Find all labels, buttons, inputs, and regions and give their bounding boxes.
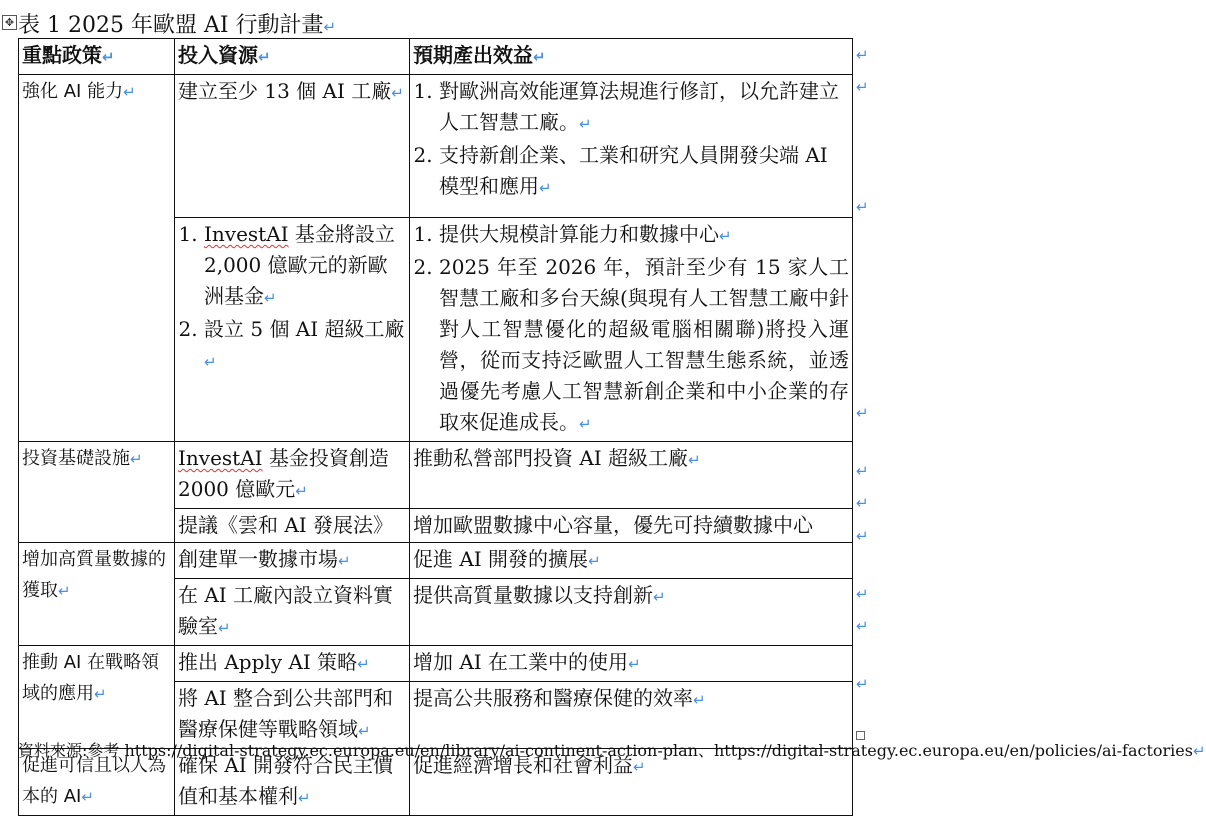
resource-cell[interactable] (175, 646, 410, 682)
row-end-mark-icon: ↵ (856, 404, 869, 422)
benefit-cell[interactable] (410, 646, 853, 682)
resource-cell[interactable] (175, 75, 410, 218)
paragraph-mark-icon: ↵ (633, 758, 646, 776)
list-item (204, 314, 406, 378)
source-text: 資料來源:參考 https://digital-strategy.ec.europa.eu/en/library/ai-continent-action-plan、https://digital-strategy.ec.europa.eu/en/policies/ai-factories (18, 741, 1193, 760)
resource-text: 在 AI 工廠內設立資料實驗室 (178, 583, 394, 638)
source-note (18, 738, 1206, 761)
resource-cell[interactable] (175, 442, 410, 509)
row-end-mark-icon: ↵ (856, 585, 869, 603)
benefit-text: 促進 AI 開發的擴展 (413, 547, 589, 571)
list-item-text: 基金將設立 2,000 億歐元的新歐洲基金 (204, 222, 395, 308)
table-move-handle-icon[interactable]: ✥ (2, 15, 17, 30)
header-benefit[interactable] (410, 39, 853, 75)
paragraph-mark-icon: ↵ (653, 588, 666, 606)
paragraph-mark-icon: ↵ (1192, 742, 1206, 760)
benefit-text: 提高公共服務和醫療保健的效率 (413, 686, 693, 710)
row-end-mark-icon: ↵ (856, 78, 869, 96)
benefit-cell[interactable] (410, 218, 853, 442)
resource-text: 將 AI 整合到公共部門和醫療保健等戰略領域 (178, 686, 394, 741)
row-end-mark-icon: ↵ (856, 462, 869, 480)
resource-text: 基金投資創造 2000 億歐元 (178, 446, 389, 501)
resource-text: 提議《雲和 AI 發展法》 (178, 513, 394, 537)
benefit-text: 促進經濟增長和社會利益 (413, 753, 633, 777)
list-item (439, 252, 849, 440)
list-item (439, 219, 849, 252)
paragraph-mark-icon: ↵ (130, 450, 143, 468)
paragraph-mark-icon: ↵ (264, 289, 277, 307)
resource-cell[interactable] (175, 509, 410, 543)
benefit-text: 提供高質量數據以支持創新 (413, 583, 653, 607)
paragraph-mark-icon: ↵ (298, 789, 311, 807)
policy-text: 推動 AI 在戰略領域的應用 (22, 652, 160, 704)
resource-cell[interactable] (175, 579, 410, 646)
action-plan-table (18, 38, 853, 816)
paragraph-mark-icon: ↵ (533, 48, 546, 66)
benefit-text: 增加 AI 在工業中的使用 (413, 650, 629, 674)
paragraph-mark-icon: ↵ (58, 582, 71, 600)
benefit-text: 推動私營部門投資 AI 超級工廠 (413, 446, 689, 470)
benefit-cell[interactable] (410, 75, 853, 218)
paragraph-mark-icon: ↵ (357, 655, 370, 673)
paragraph-mark-icon: ↵ (579, 415, 592, 433)
paragraph-mark-icon: ↵ (693, 691, 706, 709)
list-item (439, 76, 849, 140)
policy-cell[interactable] (19, 543, 175, 646)
paragraph-mark-icon: ↵ (258, 48, 271, 66)
header-resource-text: 投入資源 (178, 43, 258, 67)
header-benefit-text: 預期產出效益 (413, 43, 533, 67)
caption-text: 表 1 2025 年歐盟 AI 行動計畫 (18, 13, 324, 38)
policy-cell[interactable] (19, 646, 175, 749)
resource-text: 確保 AI 開發符合民主價值和基本權利 (178, 753, 394, 808)
policy-cell[interactable] (19, 75, 175, 442)
paragraph-mark-icon: ↵ (123, 83, 136, 101)
policy-text: 投資基礎設施 (22, 448, 130, 469)
paragraph-mark-icon: ↵ (628, 655, 641, 673)
row-end-mark-icon: ↵ (856, 46, 869, 64)
row-end-mark-icon: ↵ (856, 617, 869, 635)
resource-cell[interactable] (175, 543, 410, 579)
spellcheck-word: InvestAI (204, 222, 289, 246)
list-item (439, 140, 849, 204)
table-caption (18, 8, 336, 39)
header-policy[interactable] (19, 39, 175, 75)
list-item-text: 2025 年至 2026 年，預計至少有 15 家人工智慧工廠和多台天線(與現有人工智慧工廠中針對人工智慧優化的超級電腦相關聯)將投入運營，從而支持泛歐盟人工智慧生態系統，並透過優先考慮人工智慧新創企業和中小企業的存取來促進成長。 (439, 255, 849, 434)
row-end-mark-icon: ↵ (856, 494, 869, 512)
table-header-row (19, 39, 853, 75)
policy-text: 促進可信且以人為本的 AI (22, 755, 166, 807)
row-end-mark-icon: ↵ (856, 198, 869, 216)
paragraph-mark-icon: ↵ (579, 115, 592, 133)
table-row (19, 442, 853, 509)
paragraph-mark-icon: ↵ (719, 227, 732, 245)
benefit-cell[interactable] (410, 509, 853, 543)
paragraph-mark-icon: ↵ (539, 179, 552, 197)
row-end-mark-icon: ↵ (856, 527, 869, 545)
paragraph-mark-icon: ↵ (94, 685, 107, 703)
resource-text: 推出 Apply AI 策略 (178, 650, 358, 674)
resource-text: 建立至少 13 個 AI 工廠 (178, 79, 392, 103)
list-item-text: 設立 5 個 AI 超級工廠 (204, 317, 405, 341)
paragraph-mark-icon: ↵ (102, 48, 115, 66)
list-item-text: 對歐洲高效能運算法規進行修訂，以允許建立人工智慧工廠。 (439, 79, 839, 134)
benefit-cell[interactable] (410, 579, 853, 646)
header-resource[interactable] (175, 39, 410, 75)
list-item-text: 提供大規模計算能力和數據中心 (439, 222, 719, 246)
paragraph-mark-icon: ↵ (81, 788, 94, 806)
paragraph-mark-icon: ↵ (358, 722, 371, 740)
header-policy-text: 重點政策 (22, 43, 102, 67)
policy-text: 增加高質量數據的獲取 (22, 549, 166, 601)
paragraph-mark-icon: ↵ (323, 18, 337, 36)
table-row (19, 75, 853, 218)
paragraph-mark-icon: ↵ (218, 619, 231, 637)
paragraph-mark-icon: ↵ (338, 552, 351, 570)
policy-cell[interactable] (19, 442, 175, 543)
benefit-text: 增加歐盟數據中心容量，優先可持續數據中心 (413, 513, 813, 537)
table-row (19, 543, 853, 579)
list-item-text: 支持新創企業、工業和研究人員開發尖端 AI 模型和應用 (439, 143, 828, 198)
spellcheck-word: InvestAI (178, 446, 263, 470)
paragraph-mark-icon: ↵ (391, 84, 404, 102)
benefit-list (413, 219, 849, 440)
benefit-list (413, 76, 849, 204)
paragraph-mark-icon: ↵ (204, 353, 217, 371)
policy-text: 強化 AI 能力 (22, 81, 124, 102)
benefit-cell[interactable] (410, 543, 853, 579)
resource-list (178, 219, 406, 378)
benefit-cell[interactable] (410, 442, 853, 509)
row-end-mark-icon: ↵ (856, 675, 869, 693)
paragraph-mark-icon: ↵ (688, 451, 701, 469)
resource-text: 創建單一數據市場 (178, 547, 338, 571)
list-item (204, 219, 406, 314)
table-row (19, 646, 853, 682)
resource-cell[interactable] (175, 218, 410, 442)
paragraph-mark-icon: ↵ (588, 552, 601, 570)
paragraph-mark-icon: ↵ (295, 482, 308, 500)
